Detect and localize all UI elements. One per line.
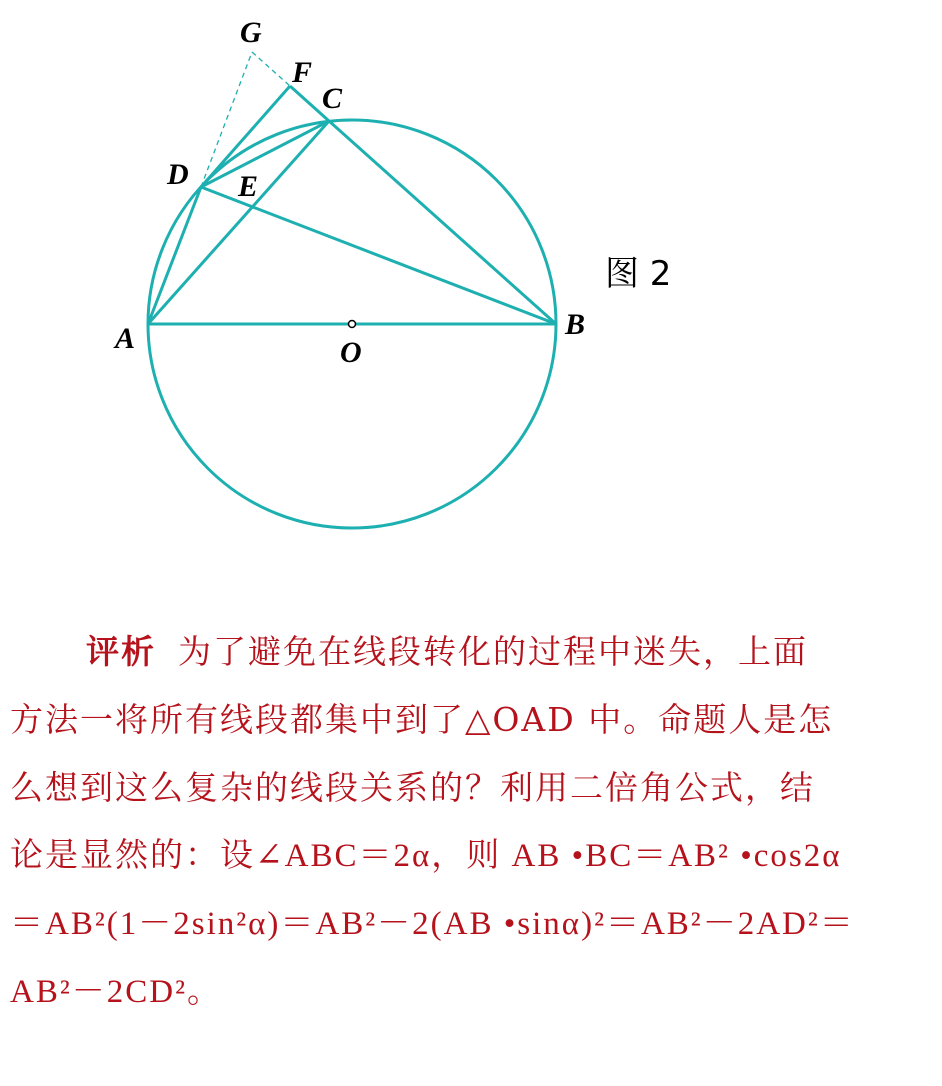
analysis-line-5: ＝AB²(1－2sin²α)＝AB²－2(AB •sinα)²＝AB²－2AD²＝ bbox=[10, 906, 855, 942]
segment-ad bbox=[148, 187, 201, 324]
analysis-line-4: 论是显然的：设∠ABC＝2α，则 AB •BC＝AB² •cos2α bbox=[10, 838, 842, 874]
dashed-dg bbox=[201, 52, 252, 187]
analysis-line-3: 么想到这么复杂的线段关系的？利用二倍角公式，结 bbox=[10, 768, 815, 807]
analysis-keyword: 评析 bbox=[86, 632, 156, 671]
segment-bd bbox=[201, 187, 556, 324]
segment-dc bbox=[201, 121, 329, 187]
label-d: D bbox=[167, 158, 189, 191]
label-o: O bbox=[340, 336, 362, 369]
label-a: A bbox=[115, 322, 136, 355]
dashed-gf bbox=[252, 52, 290, 86]
label-c: C bbox=[322, 82, 343, 115]
line-1-text: 为了避免在线段转化的过程中迷失，上面 bbox=[178, 632, 808, 671]
label-g: G bbox=[240, 16, 262, 49]
figure-caption: 图 2 bbox=[605, 254, 672, 294]
label-f: F bbox=[292, 56, 313, 89]
center-point-o bbox=[349, 321, 356, 328]
analysis-line-6: AB²－2CD²。 bbox=[10, 974, 222, 1010]
analysis-section bbox=[10, 618, 928, 1026]
label-e: E bbox=[238, 170, 259, 203]
analysis-line-1 bbox=[10, 618, 928, 686]
label-b: B bbox=[565, 308, 586, 341]
segment-bc bbox=[329, 121, 556, 324]
analysis-line-2: 方法一将所有线段都集中到了△OAD 中。命题人是怎 bbox=[10, 700, 834, 739]
